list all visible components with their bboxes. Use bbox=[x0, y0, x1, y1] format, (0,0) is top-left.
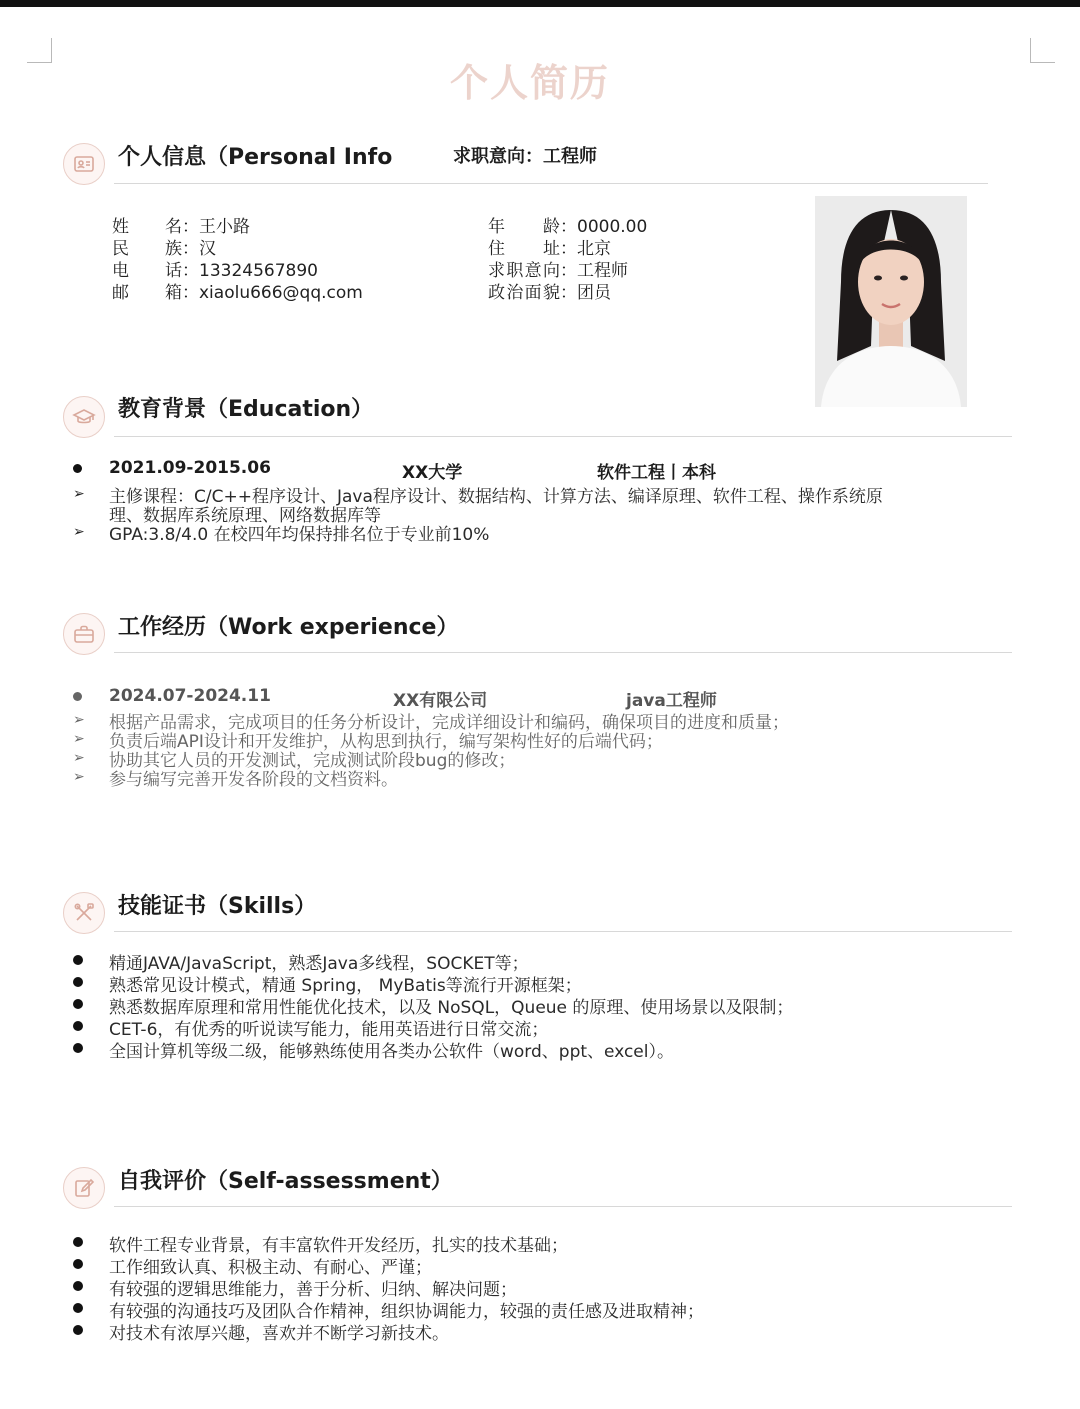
info-row-email bbox=[112, 282, 363, 304]
self-assessment-item: 工作细致认真、积极主动、有耐心、严谨； bbox=[109, 1258, 432, 1278]
graduation-cap-icon bbox=[63, 396, 105, 438]
section-divider bbox=[114, 183, 988, 184]
bullet-dot bbox=[73, 999, 83, 1009]
education-period: 2021.09-2015.06 bbox=[109, 458, 271, 478]
education-detail: 理、数据库系统原理、网络数据库等 bbox=[109, 506, 381, 526]
bullet-dot bbox=[73, 1303, 83, 1313]
bullet-dot bbox=[73, 955, 83, 965]
info-row-ethnicity bbox=[112, 238, 363, 260]
personal-info-left bbox=[112, 216, 363, 304]
info-value: 工程师 bbox=[577, 261, 628, 281]
info-row-political bbox=[488, 282, 647, 304]
info-row-age bbox=[488, 216, 647, 238]
arrow-bullet: ➢ bbox=[73, 731, 85, 747]
self-assessment-item: 软件工程专业背景，有丰富软件开发经历，扎实的技术基础； bbox=[109, 1236, 568, 1256]
info-value: 汉 bbox=[199, 239, 216, 259]
info-label: 年龄 bbox=[488, 217, 560, 237]
info-row-phone bbox=[112, 260, 363, 282]
work-role: java工程师 bbox=[626, 691, 717, 711]
arrow-bullet: ➢ bbox=[73, 524, 85, 540]
self-assessment-item: 有较强的沟通技巧及团队合作精神，组织协调能力，较强的责任感及进取精神； bbox=[109, 1302, 704, 1322]
info-label: 民族 bbox=[112, 239, 182, 259]
self-assessment-item: 有较强的逻辑思维能力，善于分析、归纳、解决问题； bbox=[109, 1280, 517, 1300]
section-divider bbox=[114, 652, 1012, 653]
info-colon: ： bbox=[560, 239, 577, 259]
info-label: 姓名 bbox=[112, 217, 182, 237]
personal-info-heading: 个人信息（Personal Info bbox=[118, 145, 393, 170]
info-value: 王小路 bbox=[199, 217, 250, 237]
info-colon: ： bbox=[560, 217, 577, 237]
work-detail: 参与编写完善开发各阶段的文档资料。 bbox=[109, 770, 398, 790]
tools-icon bbox=[63, 892, 105, 934]
skill-item: CET-6，有优秀的听说读写能力，能用英语进行日常交流； bbox=[109, 1020, 549, 1040]
info-label: 电话 bbox=[112, 261, 182, 281]
section-divider bbox=[114, 1206, 1012, 1207]
section-divider bbox=[114, 931, 1012, 932]
bullet-dot bbox=[73, 1043, 83, 1053]
info-label: 求职意向 bbox=[488, 261, 560, 281]
skill-item: 熟悉数据库原理和常用性能优化技术，以及 NoSQL，Queue 的原理、使用场景以及限制； bbox=[109, 998, 794, 1018]
bullet-dot bbox=[73, 1259, 83, 1269]
bullet-dot bbox=[73, 977, 83, 987]
info-colon: ： bbox=[560, 261, 577, 281]
work-heading: 工作经历（Work experience） bbox=[118, 615, 459, 640]
page-title: 个人简历 bbox=[449, 61, 610, 105]
work-company: XX有限公司 bbox=[393, 691, 488, 711]
self-assessment-heading: 自我评价（Self-assessment） bbox=[118, 1169, 453, 1194]
personal-info-right bbox=[488, 216, 647, 304]
info-colon: ： bbox=[182, 239, 199, 259]
bullet-dot bbox=[73, 1021, 83, 1031]
education-major: 软件工程丨本科 bbox=[597, 463, 716, 483]
self-assessment-item: 对技术有浓厚兴趣，喜欢并不断学习新技术。 bbox=[109, 1324, 449, 1344]
section-divider bbox=[114, 436, 1012, 437]
arrow-bullet: ➢ bbox=[73, 769, 85, 785]
work-detail: 根据产品需求，完成项目的任务分析设计，完成详细设计和编码，确保项目的进度和质量； bbox=[109, 713, 789, 733]
education-detail: GPA:3.8/4.0 在校四年均保持排名位于专业前10% bbox=[109, 525, 490, 545]
skills-heading: 技能证书（Skills） bbox=[118, 894, 317, 919]
skill-item: 精通JAVA/JavaScript，熟悉Java多线程，SOCKET等； bbox=[109, 954, 529, 974]
education-detail: 主修课程：C/C++程序设计、Java程序设计、数据结构、计算方法、编译原理、软件工程、操作系统原 bbox=[109, 487, 883, 507]
arrow-bullet: ➢ bbox=[73, 712, 85, 728]
bullet-dot bbox=[73, 692, 82, 701]
info-value: 13324567890 bbox=[199, 261, 318, 281]
work-period: 2024.07-2024.11 bbox=[109, 686, 271, 706]
info-colon: ： bbox=[182, 283, 199, 303]
info-colon: ： bbox=[182, 217, 199, 237]
info-value: 北京 bbox=[577, 239, 611, 259]
top-border bbox=[0, 0, 1080, 7]
info-value: 0000.00 bbox=[577, 217, 648, 237]
info-label: 邮箱 bbox=[112, 283, 182, 303]
bullet-dot bbox=[73, 1237, 83, 1247]
info-row-name bbox=[112, 216, 363, 238]
info-row-address bbox=[488, 238, 647, 260]
info-value: xiaolu666@qq.com bbox=[199, 283, 363, 303]
arrow-bullet: ➢ bbox=[73, 486, 85, 502]
info-row-intent bbox=[488, 260, 647, 282]
skill-item: 全国计算机等级二级，能够熟练使用各类办公软件（word、ppt、excel）。 bbox=[109, 1042, 674, 1062]
job-intent-header: 求职意向：工程师 bbox=[453, 146, 597, 167]
bullet-dot bbox=[73, 464, 82, 473]
bullet-dot bbox=[73, 1325, 83, 1335]
arrow-bullet: ➢ bbox=[73, 750, 85, 766]
info-label: 住址 bbox=[488, 239, 560, 259]
bullet-dot bbox=[73, 1281, 83, 1291]
briefcase-icon bbox=[63, 613, 105, 655]
info-colon: ： bbox=[560, 283, 577, 303]
info-label: 政治面貌 bbox=[488, 283, 560, 303]
info-colon: ： bbox=[182, 261, 199, 281]
education-school: XX大学 bbox=[402, 463, 463, 483]
education-heading: 教育背景（Education） bbox=[118, 397, 374, 422]
skill-item: 熟悉常见设计模式，精通 Spring， MyBatis等流行开源框架； bbox=[109, 976, 582, 996]
info-value: 团员 bbox=[577, 283, 611, 303]
edit-icon bbox=[63, 1167, 105, 1209]
profile-photo bbox=[815, 196, 967, 407]
work-detail: 协助其它人员的开发测试，完成测试阶段bug的修改； bbox=[109, 751, 516, 771]
work-detail: 负责后端API设计和开发维护，从构思到执行，编写架构性好的后端代码； bbox=[109, 732, 663, 752]
id-card-icon bbox=[63, 143, 105, 185]
